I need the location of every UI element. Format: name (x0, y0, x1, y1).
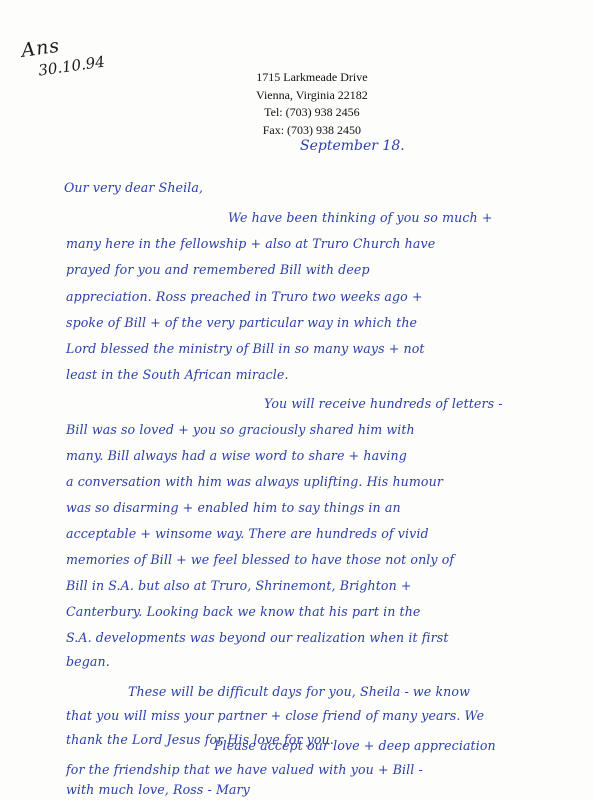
letter-line: least in the South African miracle. (66, 367, 289, 382)
letter-line: many. Bill always had a wise word to share + having (66, 448, 407, 463)
letter-line: Lord blessed the ministry of Bill in so many ways + not (66, 341, 425, 356)
closing-line: Please accept our love + deep appreciation (214, 738, 496, 753)
letter-line: was so disarming + enabled him to say things in an (66, 500, 401, 515)
letter-line: many here in the fellowship + also at Truro Church have (66, 236, 436, 251)
closing-line: for the friendship that we have valued with you + Bill - (66, 762, 423, 777)
letterhead-city: Vienna, Virginia 22182 (256, 87, 368, 102)
annotation-ans: Ans (20, 34, 62, 62)
letter-line: Bill in S.A. but also at Truro, Shrinemont, Brighton + (66, 578, 412, 593)
letter-line: Bill was so loved + you so graciously shared him with (66, 422, 415, 437)
letter-line: spoke of Bill + of the very particular way in which the (66, 315, 418, 330)
letter-line: that you will miss your partner + close friend of many years. We (66, 708, 485, 723)
letter-line: acceptable + winsome way. There are hundreds of vivid (66, 526, 429, 541)
letter-line: began. (66, 654, 110, 669)
letter-line: S.A. developments was beyond our realization when it first (66, 630, 449, 645)
letter-line: memories of Bill + we feel blessed to have those not only of (66, 552, 455, 567)
letter-line: These will be difficult days for you, Sheila - we know (128, 684, 470, 699)
letter-line: thank the Lord Jesus for His love for you. (66, 732, 334, 747)
letter-line: Canterbury. Looking back we know that his part in the (66, 604, 421, 619)
handwritten-annotation (20, 29, 106, 82)
letterhead-tel: Tel: (703) 938 2456 (264, 105, 360, 119)
salutation: Our very dear Sheila, (64, 180, 204, 195)
letter-date: September 18. (300, 138, 405, 154)
signature: with much love, Ross - Mary (66, 782, 250, 797)
letter-line: You will receive hundreds of letters - (264, 396, 503, 411)
letter-line: prayed for you and remembered Bill with deep (66, 262, 370, 277)
annotation-date: 30.10.94 (37, 52, 106, 80)
letterhead-fax: Fax: (703) 938 2450 (262, 122, 362, 137)
letterhead-street: 1715 Larkmeade Drive (256, 70, 368, 84)
letter-line: a conversation with him was always uplifting. His humour (66, 474, 443, 489)
letter-line: appreciation. Ross preached in Truro two weeks ago + (66, 289, 423, 304)
letter-line: We have been thinking of you so much + (228, 210, 493, 225)
letterhead (256, 69, 368, 139)
